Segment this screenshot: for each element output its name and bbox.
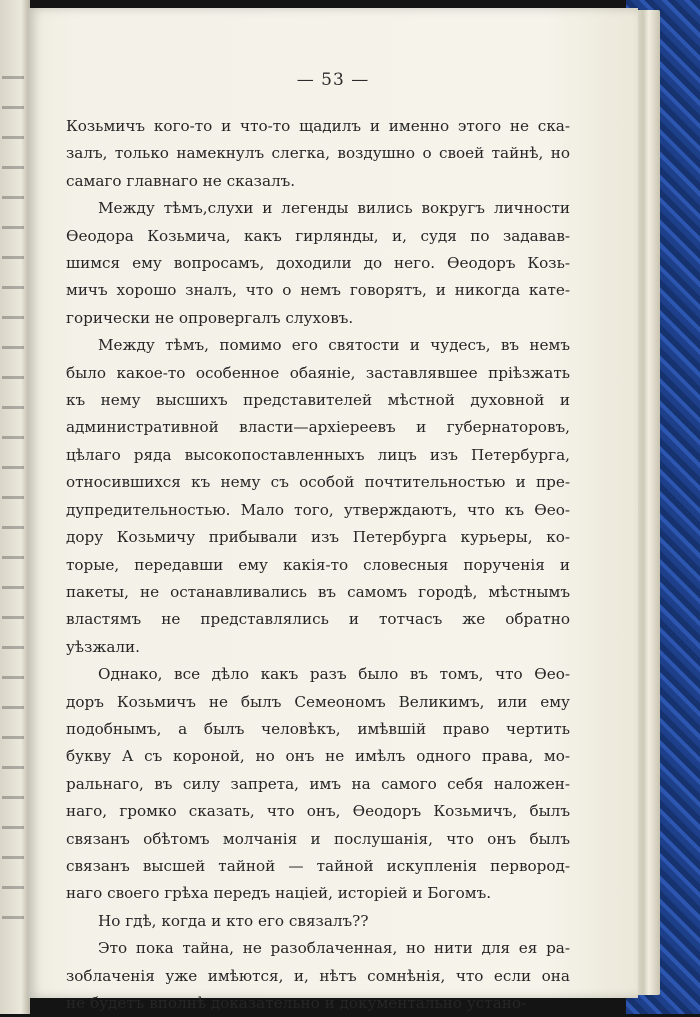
- paragraph: [66, 935, 570, 1017]
- text-line: административной власти—архіереевъ и губернаторовъ,: [66, 418, 570, 437]
- text-line: Между тѣмъ, помимо его святости и чудесъ, въ немъ: [98, 336, 570, 355]
- text-line: букву А съ короной, но онъ не имѣлъ одного права, мо-: [66, 747, 570, 766]
- text-line: наго, громко сказать, что онъ, Ѳеодоръ Козьмичъ, былъ: [66, 802, 570, 821]
- paragraph: [66, 908, 570, 935]
- text-line: дору Козьмичу прибывали изъ Петербурга курьеры, ко-: [66, 528, 570, 547]
- text-line: властямъ не представлялись и тотчасъ же обратно: [66, 610, 570, 629]
- text-line: торые, передавши ему какія-то словесныя порученія и: [66, 555, 570, 574]
- book-page: [28, 8, 638, 1012]
- facing-page-text-bleed: [2, 60, 24, 940]
- text-line: Козьмичъ кого-то и что-то щадилъ и именно этого не ска-: [66, 117, 570, 135]
- paragraph: [66, 113, 570, 195]
- text-line: самаго главнаго не сказалъ.: [66, 171, 296, 190]
- paragraph: [66, 661, 570, 908]
- text-line: шимся ему вопросамъ, доходили до него. Ѳеодоръ Козь-: [66, 254, 570, 273]
- page-body-text: [66, 113, 570, 1017]
- text-line: было какое-то особенное обаяніе, заставлявшее пріѣзжать: [66, 363, 570, 382]
- text-line: связанъ обѣтомъ молчанія и послушанія, что онъ былъ: [66, 829, 570, 848]
- paragraph: [66, 332, 570, 661]
- text-line: пакеты, не останавливались въ самомъ городѣ, мѣстнымъ: [66, 582, 570, 601]
- text-line: наго своего грѣха передъ націей, исторіей и Богомъ.: [66, 884, 492, 903]
- facing-page-edge: [0, 0, 30, 1014]
- text-line: Ѳеодора Козьмича, какъ гирлянды, и, судя по задавав-: [66, 226, 570, 245]
- text-line: мичъ хорошо зналъ, что о немъ говорятъ, и никогда кате-: [66, 281, 570, 300]
- text-line: доръ Козьмичъ не былъ Семеономъ Великимъ, или ему: [66, 692, 570, 711]
- text-line: Но гдѣ, когда и кто его связалъ??: [98, 911, 369, 930]
- text-line: Это пока тайна, не разоблаченная, но нити для ея ра-: [98, 939, 570, 958]
- text-line: уѣзжали.: [66, 637, 141, 656]
- text-line: связанъ высшей тайной — тайной искупленія первород-: [66, 856, 570, 875]
- text-line: цѣлаго ряда высокопоставленныхъ лицъ изъ Петербурга,: [66, 445, 570, 464]
- text-line: подобнымъ, а былъ человѣкъ, имѣвшій право чертить: [66, 719, 570, 738]
- text-line: ральнаго, въ силу запрета, имъ на самого себя наложен-: [66, 774, 570, 793]
- text-line: залъ, только намекнулъ слегка, воздушно о своей тайнѣ, но: [66, 144, 570, 163]
- text-line: не будетъ вполнѣ доказательно и документально устано-: [66, 994, 527, 1012]
- paragraph: [66, 195, 570, 332]
- text-line: зоблаченія уже имѣются, и, нѣтъ сомнѣнія, что если она: [66, 966, 570, 985]
- text-line: къ нему высшихъ представителей мѣстной духовной и: [66, 391, 570, 410]
- text-line: горически не опровергалъ слуховъ.: [66, 308, 354, 327]
- text-line: Однако, все дѣло какъ разъ было въ томъ, что Ѳео-: [98, 665, 570, 684]
- text-line: Между тѣмъ,слухи и легенды вились вокругъ личности: [98, 199, 570, 218]
- text-line: относившихся къ нему съ особой почтительностью и пре-: [66, 473, 570, 492]
- page-number: — 53 —: [296, 70, 370, 90]
- text-line: дупредительностью. Мало того, утверждаютъ, что къ Ѳео-: [66, 500, 570, 519]
